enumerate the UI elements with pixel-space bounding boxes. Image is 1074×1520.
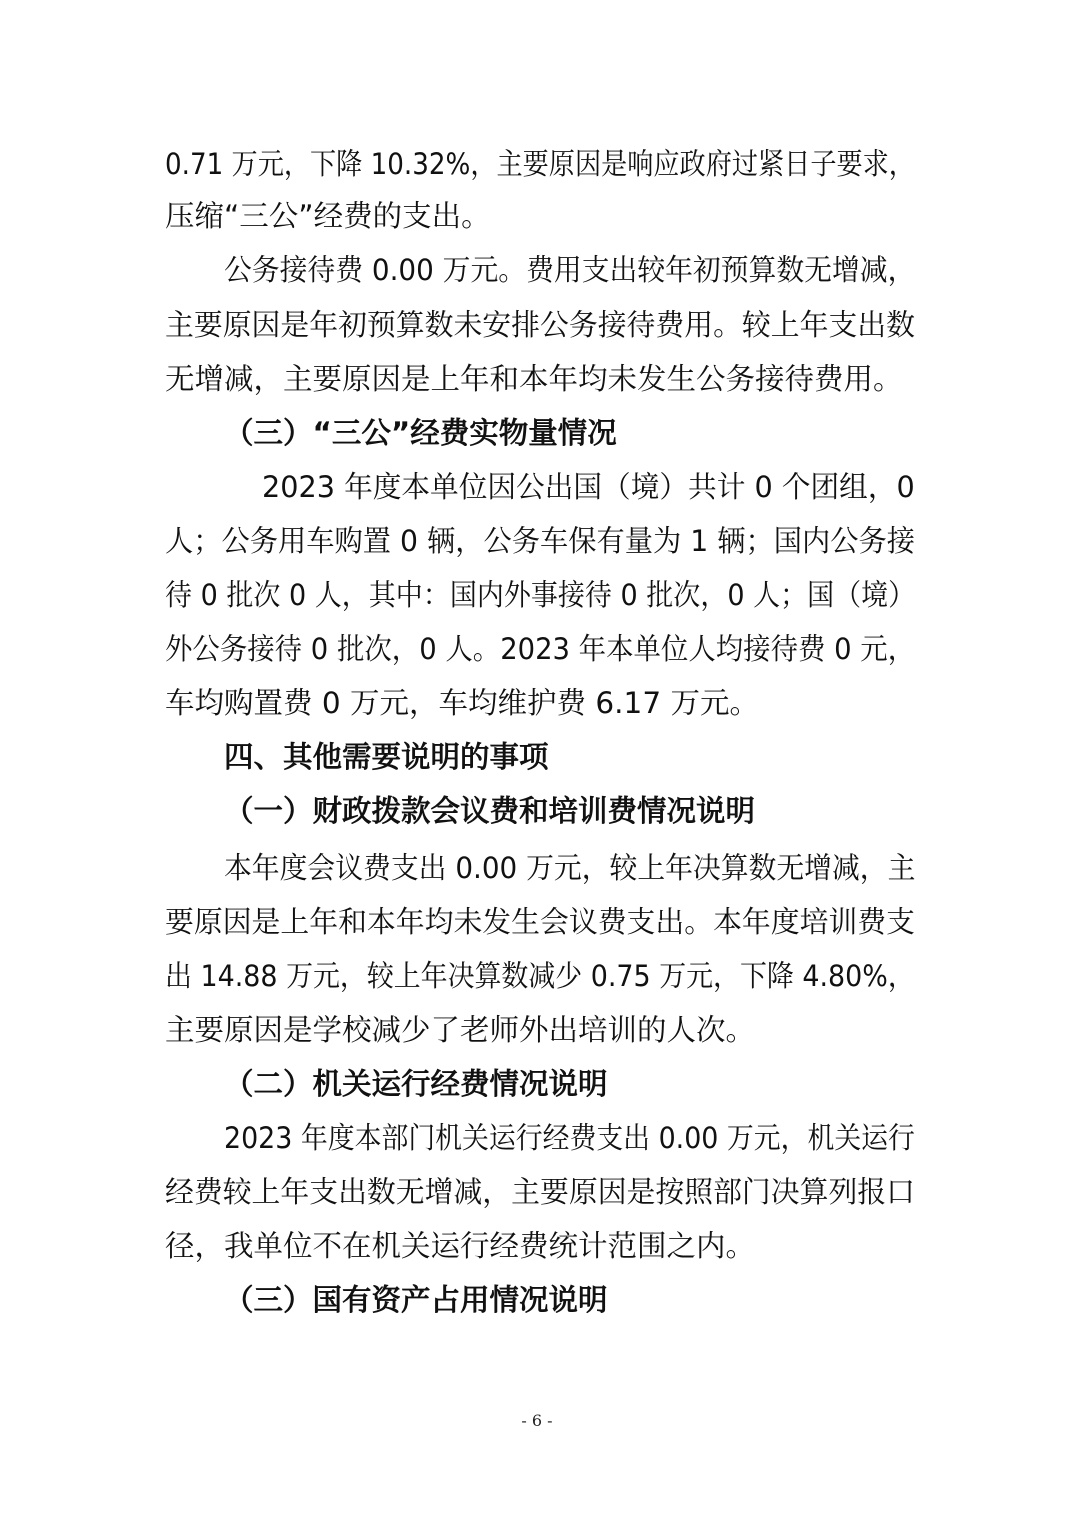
paragraph-line: 2023 年度本单位因公出国（境）共计 0 个团组，0 xyxy=(262,470,915,504)
paragraph-line: 无增减，主要原因是上年和本年均未发生公务接待费用。 xyxy=(165,362,903,396)
section-subheading: （三）国有资产占用情况说明 xyxy=(224,1283,608,1317)
paragraph-line: 2023 年度本部门机关运行经费支出 0.00 万元，机关运行 xyxy=(224,1121,915,1155)
paragraph-line: 出 14.88 万元，较上年决算数减少 0.75 万元，下降 4.80%， xyxy=(165,959,915,993)
section-heading: 四、其他需要说明的事项 xyxy=(224,740,549,774)
paragraph-line: 0.71 万元，下降 10.32%，主要原因是响应政府过紧日子要求， xyxy=(165,147,915,181)
section-subheading: （二）机关运行经费情况说明 xyxy=(224,1067,608,1101)
section-subheading: （三）“三公”经费实物量情况 xyxy=(224,416,617,450)
paragraph-line: 主要原因是学校减少了老师外出培训的人次。 xyxy=(165,1013,756,1047)
section-subheading: （一）财政拨款会议费和培训费情况说明 xyxy=(224,794,756,828)
paragraph-line: 主要原因是年初预算数未安排公务接待费用。较上年支出数 xyxy=(165,308,916,342)
paragraph-line: 经费较上年支出数无增减，主要原因是按照部门决算列报口 xyxy=(165,1175,916,1209)
page-number: - 6 - xyxy=(521,1411,553,1430)
paragraph-line: 压缩“三公”经费的支出。 xyxy=(165,199,491,233)
paragraph-line: 待 0 批次 0 人，其中：国内外事接待 0 批次，0 人；国（境） xyxy=(165,578,916,612)
paragraph-line: 本年度会议费支出 0.00 万元，较上年决算数无增减，主 xyxy=(224,851,916,885)
paragraph-line: 车均购置费 0 万元，车均维护费 6.17 万元。 xyxy=(165,686,759,720)
paragraph-line: 公务接待费 0.00 万元。费用支出较年初预算数无增减， xyxy=(224,253,916,287)
paragraph-line: 外公务接待 0 批次，0 人。2023 年本单位人均接待费 0 元， xyxy=(165,632,916,666)
paragraph-line: 径，我单位不在机关运行经费统计范围之内。 xyxy=(165,1229,756,1263)
paragraph-line: 要原因是上年和本年均未发生会议费支出。本年度培训费支 xyxy=(165,905,916,939)
paragraph-line: 人；公务用车购置 0 辆，公务车保有量为 1 辆；国内公务接 xyxy=(165,524,916,558)
